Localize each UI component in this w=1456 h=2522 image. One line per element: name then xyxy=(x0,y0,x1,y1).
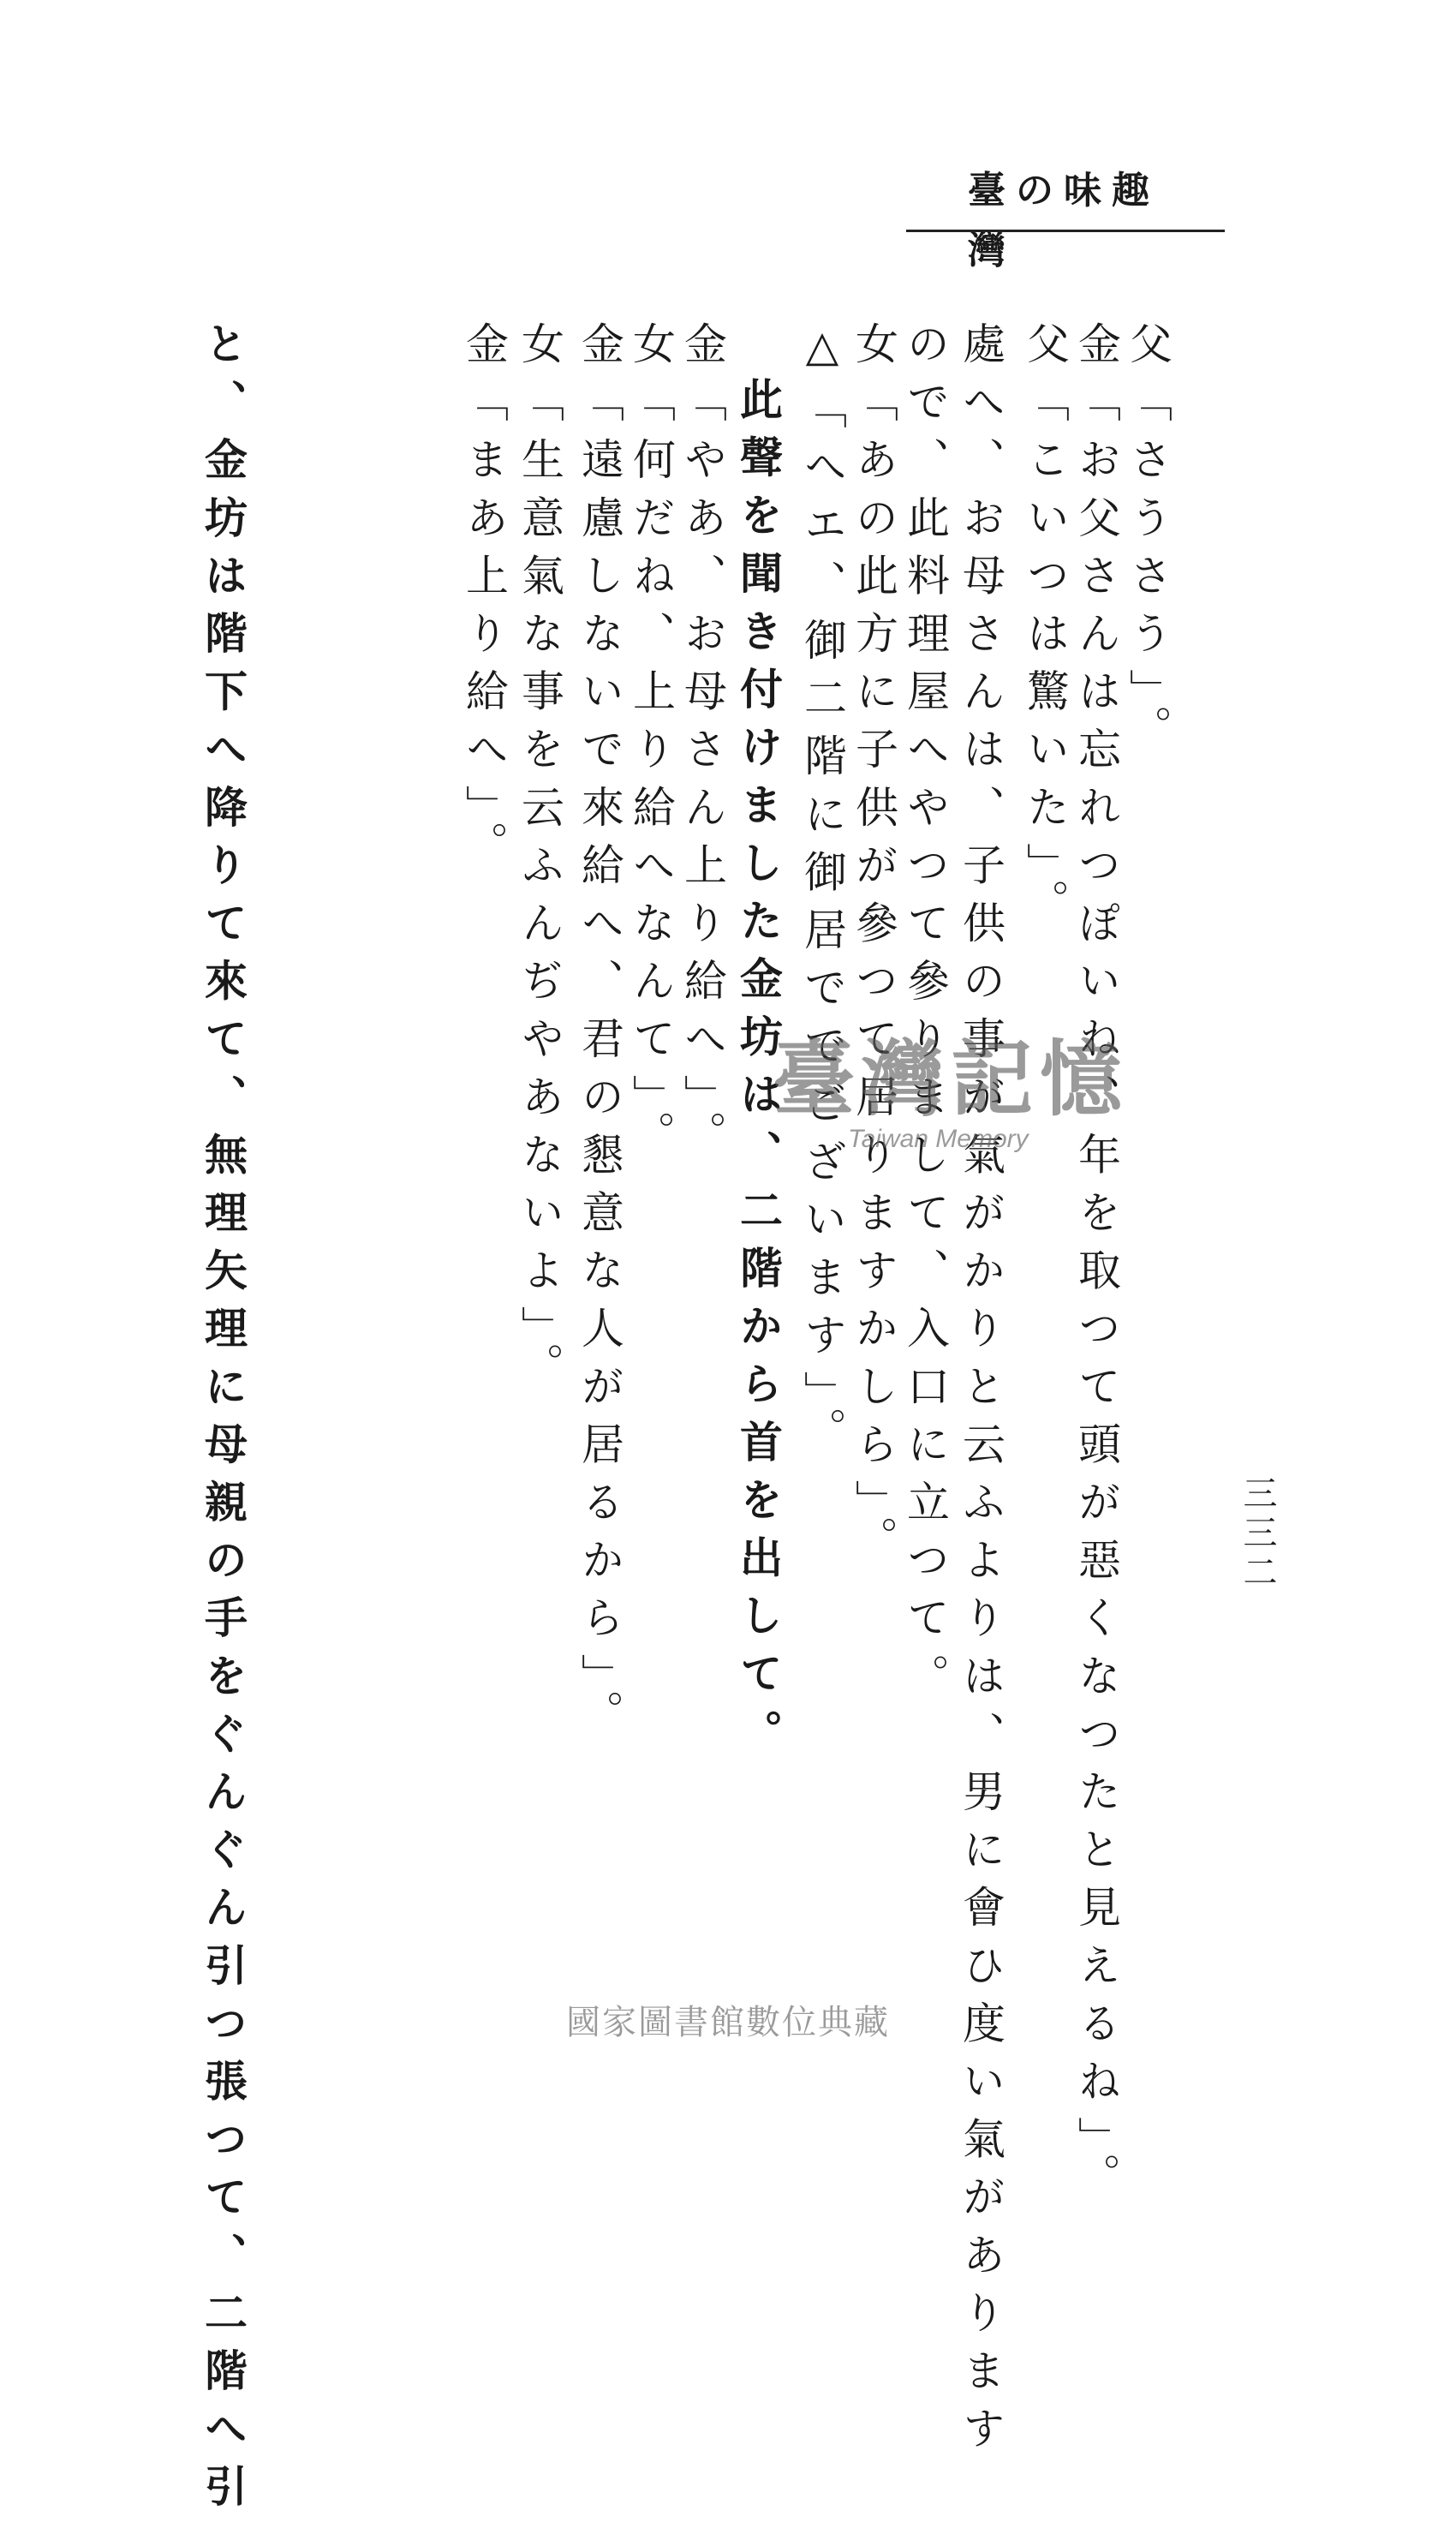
text-column: ので、此料理屋へやつて參りまして、入口に立つて。 xyxy=(900,321,950,1712)
text-column: 女「生意氣な事を云ふんぢやあないよ」。 xyxy=(515,321,564,1401)
watermark-caption: Taiwan Memory xyxy=(848,1125,1029,1153)
text-column: と、金坊は階下へ降りて來て、無理矢理に母親の手をぐんぐん引つ張つて、二階へ引 xyxy=(198,321,248,2522)
page-number: 三三二 xyxy=(1238,1475,1277,1593)
text-column: 父「こいつは驚いた」。 xyxy=(1020,321,1070,937)
text-column: 父「さうさう」。 xyxy=(1123,321,1173,763)
text-column: 金「お父さんは忘れつぽいね、年を取つて頭が惡くなつたと見えるね」。 xyxy=(1071,321,1121,2211)
text-column: 金「まあ上り給へ」。 xyxy=(459,321,509,879)
text-column: 金「やあ、お母さん上り給へ」。 xyxy=(677,321,727,1168)
text-column: 此聲を聞き付けました金坊は、二階から首を出して。 xyxy=(733,377,784,1767)
text-column: 女「あの此方に子供が參つて居りますかしら」。 xyxy=(849,321,898,1575)
text-column: △「へエ、御二階に御居ででございます」。 xyxy=(797,321,847,1465)
watermark-logo: 臺灣記憶 xyxy=(773,1031,1129,1127)
footer-credit: 國家圖書館數位典藏 xyxy=(566,2003,890,2042)
text-column: 女「何だね、上り給へなんて」。 xyxy=(626,321,676,1168)
text-column: 金「遠慮しないで來給へ、君の懇意な人が居るから」。 xyxy=(575,321,624,1748)
text-column: 處へ、お母さんは、子供の事が氣がかりと云ふよりは、男に會ひ度い氣があります xyxy=(956,321,1005,2465)
watermark xyxy=(737,1032,1165,1169)
header-rule xyxy=(906,230,1225,232)
running-header: 趣味の臺灣 xyxy=(968,169,1160,272)
